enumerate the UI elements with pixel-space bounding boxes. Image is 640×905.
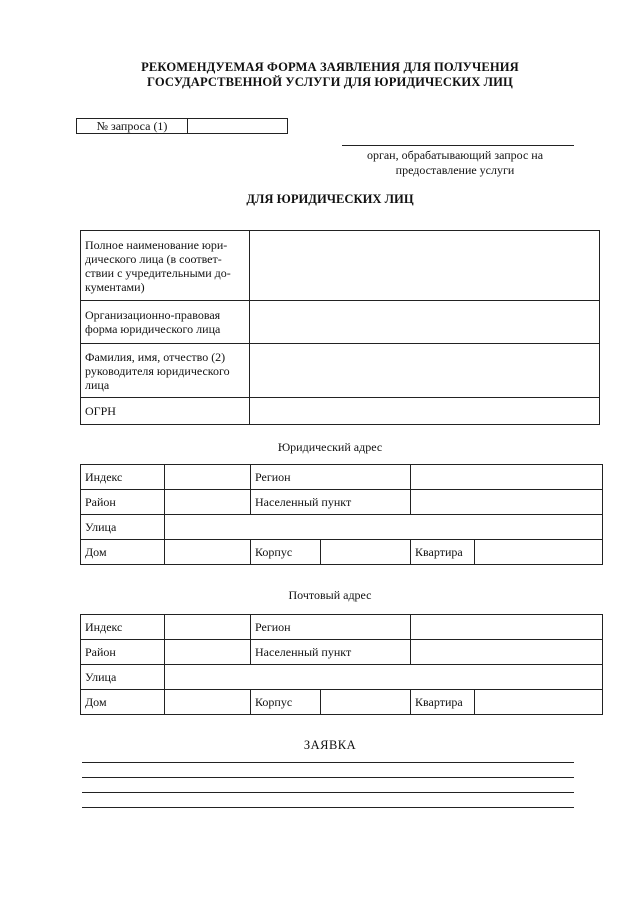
request-number-box [76, 118, 288, 134]
table-row [81, 540, 603, 565]
director-name-label [81, 344, 250, 398]
apartment-field[interactable] [475, 540, 603, 565]
region-label: Регион [251, 465, 411, 490]
region-field[interactable] [411, 615, 603, 640]
application-caption: ЗАЯВКА [303, 738, 357, 752]
district-field[interactable] [165, 640, 251, 665]
street-label: Улица [81, 665, 165, 690]
postal-address-table [80, 614, 603, 715]
label-line: Фамилия, имя, отчество (2) [85, 349, 226, 364]
form-title-line-1: РЕКОМЕНДУЕМАЯ ФОРМА ЗАЯВЛЕНИЯ ДЛЯ ПОЛУЧЕНИЯ [141, 60, 519, 74]
label-line: форма юридического лица [85, 322, 221, 336]
full-name-field[interactable] [250, 231, 600, 301]
table-row [81, 640, 603, 665]
legal-form-field[interactable] [250, 301, 600, 344]
request-number-field[interactable] [188, 119, 287, 133]
street-field[interactable] [165, 665, 603, 690]
table-row [81, 490, 603, 515]
apartment-field[interactable] [475, 690, 603, 715]
label-line: ОГРН [85, 404, 116, 418]
application-line[interactable] [82, 807, 574, 808]
index-field[interactable] [165, 615, 251, 640]
section-heading: ДЛЯ ЮРИДИЧЕСКИХ ЛИЦ [246, 192, 414, 206]
apartment-label: Квартира [411, 540, 475, 565]
index-label: Индекс [81, 465, 165, 490]
locality-field[interactable] [411, 640, 603, 665]
director-name-field[interactable] [250, 344, 600, 398]
request-number-label: № запроса (1) [77, 119, 188, 133]
label-line: лица [85, 377, 110, 392]
house-label: Дом [81, 690, 165, 715]
legal-address-caption: Юридический адрес [277, 440, 383, 454]
application-line[interactable] [82, 762, 574, 763]
street-field[interactable] [165, 515, 603, 540]
index-field[interactable] [165, 465, 251, 490]
index-label: Индекс [81, 615, 165, 640]
locality-label: Населенный пункт [251, 490, 411, 515]
organ-caption-line-2: предоставление услуги [395, 163, 515, 177]
legal-entity-table [80, 230, 600, 425]
label-line: дического лица (в соответ- [85, 251, 222, 266]
building-label: Корпус [251, 540, 321, 565]
organ-signature-line [342, 145, 574, 146]
table-row [81, 465, 603, 490]
table-row [81, 690, 603, 715]
legal-form-label [81, 301, 250, 344]
full-name-label [81, 231, 250, 301]
application-line[interactable] [82, 777, 574, 778]
postal-address-caption: Почтовый адрес [288, 588, 372, 602]
label-line: Организационно-правовая [85, 308, 221, 322]
table-row [81, 344, 600, 398]
table-row [81, 231, 600, 301]
label-line: Полное наименование юри- [85, 237, 228, 252]
region-field[interactable] [411, 465, 603, 490]
label-line: ствии с учредительными до- [85, 265, 231, 280]
table-row [81, 301, 600, 344]
building-field[interactable] [321, 690, 411, 715]
table-row [81, 615, 603, 640]
organ-caption-line-1: орган, обрабатывающий запрос на [366, 148, 544, 162]
label-line: руководителя юридического [85, 363, 230, 378]
district-label: Район [81, 640, 165, 665]
locality-field[interactable] [411, 490, 603, 515]
table-row [81, 515, 603, 540]
locality-label: Населенный пункт [251, 640, 411, 665]
application-line[interactable] [82, 792, 574, 793]
legal-address-table [80, 464, 603, 565]
house-field[interactable] [165, 690, 251, 715]
form-title [80, 60, 580, 90]
street-label: Улица [81, 515, 165, 540]
table-row [81, 398, 600, 425]
building-field[interactable] [321, 540, 411, 565]
ogrn-field[interactable] [250, 398, 600, 425]
form-title-line-2: ГОСУДАРСТВЕННОЙ УСЛУГИ ДЛЯ ЮРИДИЧЕСКИХ ЛИЦ [147, 75, 513, 89]
table-row [81, 665, 603, 690]
building-label: Корпус [251, 690, 321, 715]
apartment-label: Квартира [411, 690, 475, 715]
house-field[interactable] [165, 540, 251, 565]
district-field[interactable] [165, 490, 251, 515]
ogrn-label [81, 398, 250, 425]
house-label: Дом [81, 540, 165, 565]
region-label: Регион [251, 615, 411, 640]
organ-caption [330, 148, 580, 178]
district-label: Район [81, 490, 165, 515]
label-line: кументами) [85, 279, 145, 294]
